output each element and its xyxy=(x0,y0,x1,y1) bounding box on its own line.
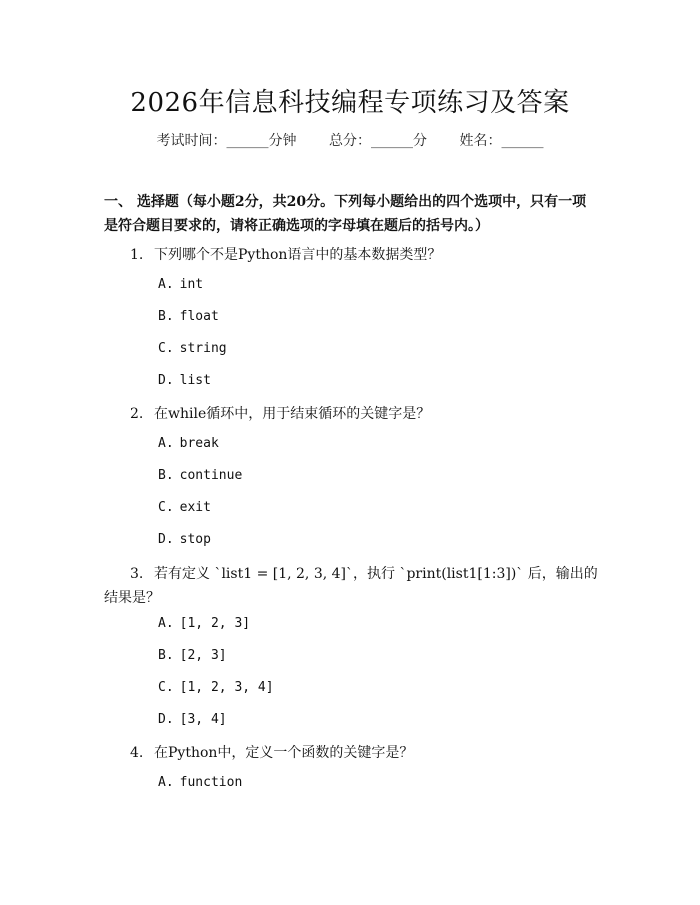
question-text: 若有定义 `list1 = [1, 2, 3, 4]`，执行 `print(list1[1:3])` 后，输出的结果是？ xyxy=(104,566,598,606)
option-letter: B. xyxy=(158,309,174,324)
option-2b xyxy=(158,467,242,485)
question-4 xyxy=(104,741,598,765)
option-letter: A. xyxy=(158,277,174,292)
option-text: float xyxy=(179,309,219,324)
exam-score: 总分：______分 xyxy=(329,133,427,149)
option-letter: D. xyxy=(158,712,174,727)
option-3a xyxy=(158,615,250,633)
exam-name: 姓名：______ xyxy=(459,133,544,149)
option-3c xyxy=(158,679,274,697)
option-text: [3, 4] xyxy=(179,712,227,727)
option-text: [1, 2, 3, 4] xyxy=(179,680,274,695)
section-heading: 一、 选择题（每小题2分，共20分。下列每小题给出的四个选项中，只有一项是符合题目要求的，请将正确选项的字母填在题后的括号内。） xyxy=(104,194,587,234)
option-text: [1, 2, 3] xyxy=(179,616,251,631)
option-letter: B. xyxy=(158,648,174,663)
option-3b xyxy=(158,647,227,665)
option-letter: A. xyxy=(158,616,174,631)
option-text: [2, 3] xyxy=(179,648,227,663)
option-text: break xyxy=(179,436,219,451)
option-1d xyxy=(158,372,211,390)
option-text: continue xyxy=(179,468,243,483)
option-letter: C. xyxy=(158,341,174,356)
option-text: function xyxy=(179,775,243,790)
option-1c xyxy=(158,340,227,358)
question-1 xyxy=(104,243,598,267)
option-letter: C. xyxy=(158,500,174,515)
question-number: 2. xyxy=(130,406,144,422)
option-2d xyxy=(158,531,211,549)
option-1b xyxy=(158,308,219,326)
option-letter: A. xyxy=(158,436,174,451)
option-4a xyxy=(158,774,242,792)
option-letter: A. xyxy=(158,775,174,790)
question-number: 4. xyxy=(130,745,144,761)
option-letter: B. xyxy=(158,468,174,483)
option-2c xyxy=(158,499,211,517)
question-2 xyxy=(104,402,598,426)
question-text: 下列哪个不是Python语言中的基本数据类型？ xyxy=(154,247,442,263)
option-text: string xyxy=(179,341,227,356)
question-text: 在Python中，定义一个函数的关键字是？ xyxy=(154,745,414,761)
exam-meta xyxy=(0,130,700,150)
question-text: 在while循环中，用于结束循环的关键字是？ xyxy=(154,406,431,422)
question-3 xyxy=(104,562,598,610)
option-text: list xyxy=(179,373,211,388)
question-number: 1. xyxy=(130,247,144,263)
option-letter: D. xyxy=(158,532,174,547)
option-3d xyxy=(158,711,227,729)
option-letter: D. xyxy=(158,373,174,388)
option-text: int xyxy=(179,277,204,292)
option-letter: C. xyxy=(158,680,174,695)
exam-time: 考试时间：______分钟 xyxy=(156,133,297,149)
option-text: stop xyxy=(179,532,211,547)
option-1a xyxy=(158,276,203,294)
option-text: exit xyxy=(179,500,211,515)
option-2a xyxy=(158,435,219,453)
document-title: 2026年信息科技编程专项练习及答案 xyxy=(130,88,570,118)
question-number: 3. xyxy=(130,566,144,582)
